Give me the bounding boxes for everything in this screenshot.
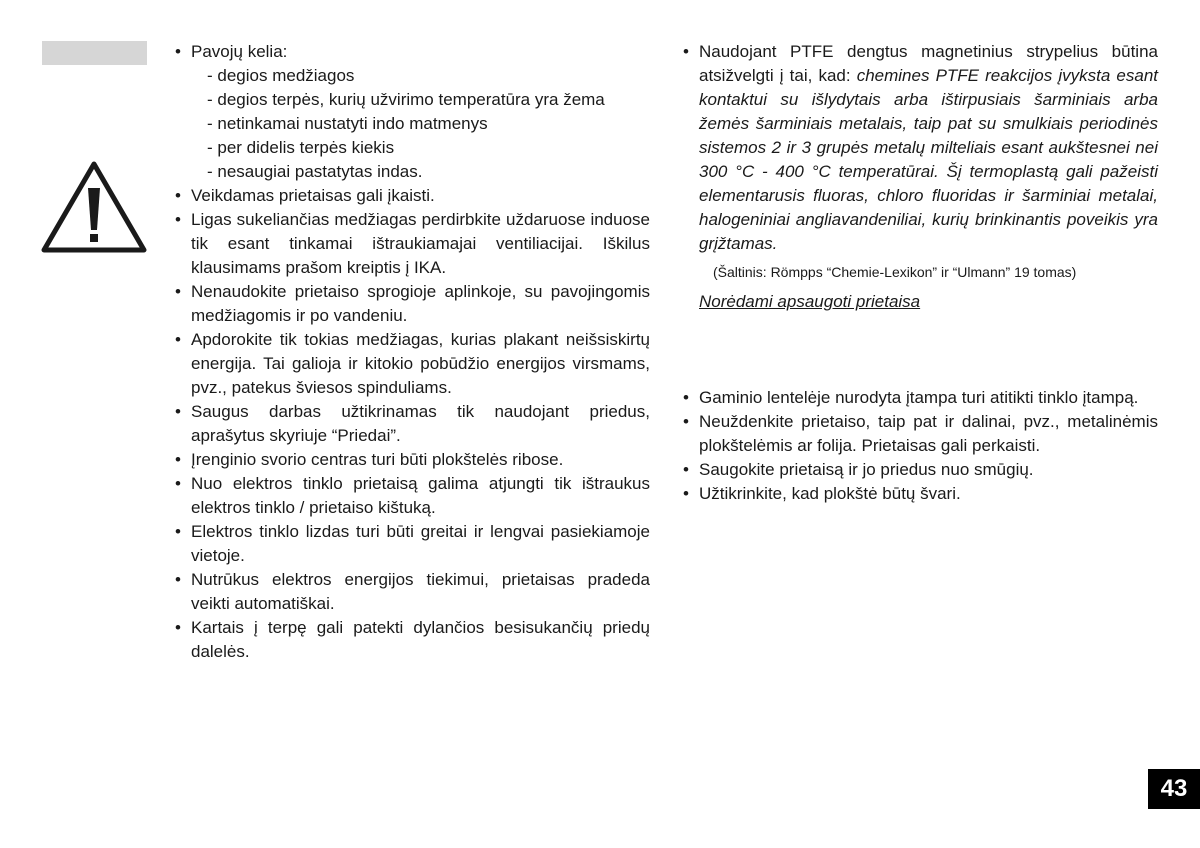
list-item-text: Gaminio lentelėje nurodyta įtampa turi atitikti tinklo įtampą. [699, 388, 1139, 407]
bullet: • [175, 210, 181, 229]
bullet: • [175, 522, 181, 541]
bullet: • [175, 570, 181, 589]
protect-heading: Norėdami apsaugoti prietaisa [699, 292, 921, 311]
bullet: • [683, 42, 689, 61]
hazard-item: - degios medžiagos [207, 66, 355, 85]
list-item [175, 448, 650, 472]
list-item [175, 208, 650, 280]
list-item-text: Užtikrinkite, kad plokštė būtų švari. [699, 484, 961, 503]
hazard-list [175, 40, 650, 184]
ptfe-lead: Naudojant PTFE dengtus magnetinius strypelius būtina atsižvelgti į tai, kad: [699, 42, 1158, 85]
list-item-text: Elektros tinklo lizdas turi būti greitai ir lengvai pasiekiamoje vietoje. [191, 522, 650, 565]
list-item [683, 482, 1158, 506]
bullet: • [683, 484, 689, 503]
list-item-text: Veikdamas prietaisas gali įkaisti. [191, 186, 435, 205]
bullet: • [683, 460, 689, 479]
list-item [175, 616, 650, 664]
list-item-text: Kartais į terpę gali patekti dylančios besisukančių priedų dalelės. [191, 618, 650, 661]
bullet: • [175, 42, 181, 61]
bullet: • [175, 402, 181, 421]
list-item [175, 280, 650, 328]
list-item-text: Ligas sukeliančias medžiagas perdirbkite uždaruose induose tik esant tinkamai ištraukiamajai ventiliacijai. Iškilus klausimams prašom kreiptis į IKA. [191, 210, 650, 277]
list-item-text: Nuo elektros tinklo prietaisą galima atjungti tik ištraukus elektros tinklo / prietaiso kištuką. [191, 474, 650, 517]
hazard-item: - netinkamai nustatyti indo matmenys [207, 114, 488, 133]
bullet: • [175, 282, 181, 301]
warning-triangle-icon [40, 160, 148, 256]
ptfe-italic: chemines PTFE reakcijos įvyksta esant kontaktui su išlydytais arba ištirpusiais šarminiais arba žemės šarminiais metalais, taip pat su smulkiais periodinės sistemos 2 ir 3 grupės metalų milteliais esant aukštesnei nei 300 °C - 400 °C temperatūrai. Šį termoplastą gali pažeisti elementarusis fluoras, chloro fluoridas ir šarminiai metalai, halogeniniai angliavandeniliai, kurių brinkinantis poveikis yra grįžtamas. [699, 66, 1158, 253]
list-item-text: Nenaudokite prietaiso sprogioje aplinkoje, su pavojingomis medžiagomis ir po vandeniu. [191, 282, 650, 325]
list-item [175, 400, 650, 448]
bullet: • [175, 186, 181, 205]
bullet: • [175, 330, 181, 349]
bullet: • [175, 450, 181, 469]
left-column [175, 40, 650, 664]
list-item-text: Neuždenkite prietaiso, taip pat ir dalinai, pvz., metalinėmis plokštelėmis ar folija. Prietaisas gali perkaisti. [699, 412, 1158, 455]
bullet: • [683, 388, 689, 407]
page-number: 43 [1148, 769, 1200, 809]
list-item [683, 458, 1158, 482]
list-item [175, 472, 650, 520]
bullet: • [683, 412, 689, 431]
hazard-intro: Pavojų kelia: [191, 42, 288, 61]
list-item [175, 568, 650, 616]
list-item [175, 520, 650, 568]
hazard-item: - per didelis terpės kiekis [207, 138, 395, 157]
list-item-text: Saugus darbas užtikrinamas tik naudojant priedus, aprašytus skyriuje “Priedai”. [191, 402, 650, 445]
hazard-item: - nesaugiai pastatytas indas. [207, 162, 423, 181]
list-item-text: Saugokite prietaisą ir jo priedus nuo smūgių. [699, 460, 1034, 479]
list-item [683, 386, 1158, 410]
right-column [683, 40, 1158, 506]
list-item-text: Įrenginio svorio centras turi būti plokštelės ribose. [191, 450, 564, 469]
hazard-item: - degios terpės, kurių užvirimo temperatūra yra žema [207, 90, 605, 109]
list-item-text: Nutrūkus elektros energijos tiekimui, prietaisas pradeda veikti automatiškai. [191, 570, 650, 613]
protect-list [683, 386, 1158, 506]
list-item [683, 410, 1158, 458]
source-citation: (Šaltinis: Römpps “Chemie-Lexikon” ir “Ulmann” 19 tomas) [713, 264, 1077, 280]
list-item [175, 328, 650, 400]
list-item-text: Apdorokite tik tokias medžiagas, kurias plakant neišsiskirtų energija. Tai galioja ir kitokio pobūdžio energijos virsmams, pvz., patekus šviesos spinduliams. [191, 330, 650, 397]
bullet: • [175, 474, 181, 493]
bullet: • [175, 618, 181, 637]
list-item [175, 184, 650, 208]
ptfe-note [683, 40, 1158, 256]
section-marker [42, 41, 147, 65]
